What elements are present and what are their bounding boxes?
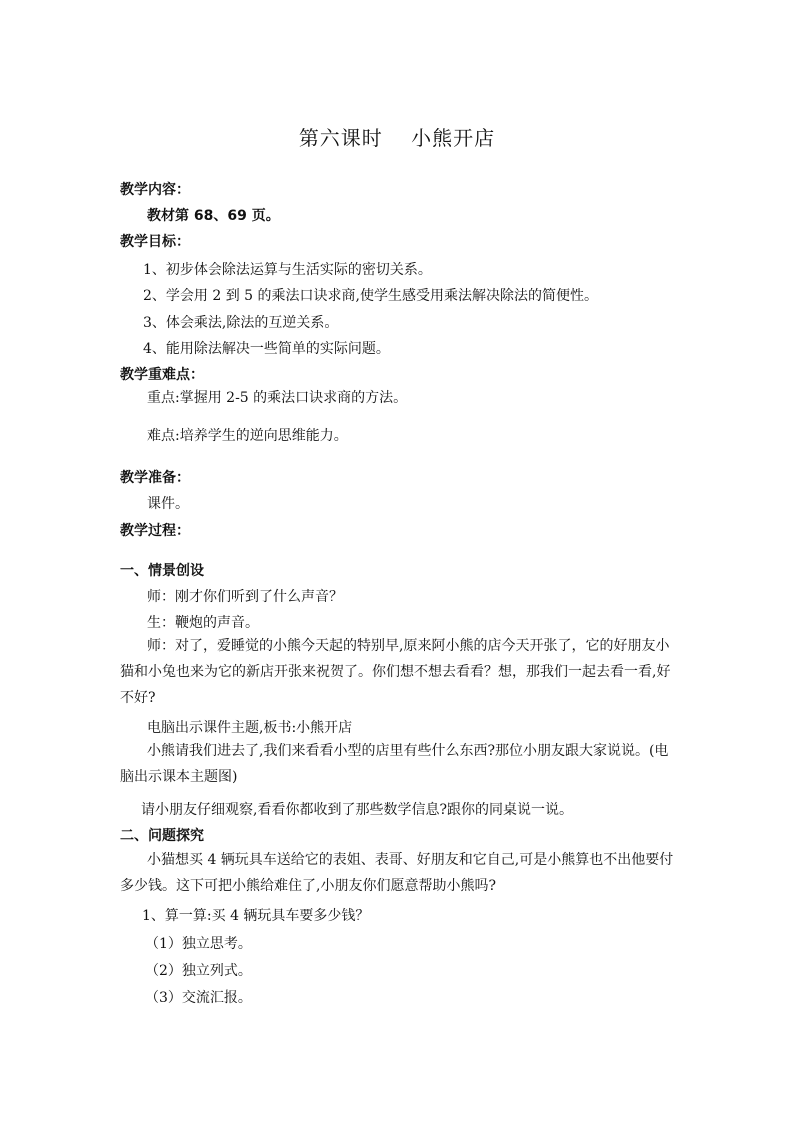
content-text: 教材第 68、69 页。 <box>147 208 280 224</box>
prep-heading: 教学准备： <box>120 470 190 486</box>
problem-paragraph: 小猫想买 4 辆玩具车送给它的表姐、表哥、好朋友和它自己,可是小熊算也不出他要付多少钱。这下可把小熊给难住了,小朋友你们愿意帮助小熊吗? <box>120 852 674 894</box>
page-title: 第六课时 小熊开店 <box>298 126 496 150</box>
dialog-paragraph: 师：对了，爱睡觉的小熊今天起的特别早,原来阿小熊的店今天开张了，它的好朋友小猫和小兔也来为它的新店开张来祝贺了。你们想不想去看看？想，那我们一起去看一看,好不好? <box>120 638 671 706</box>
prep-text: 课件。 <box>147 496 189 512</box>
invite-paragraph: 小熊请我们进去了,我们来看看小型的店里有些什么东西?那位小朋友跟大家说说。(电脑出示课本主题图) <box>120 743 669 785</box>
step-question: 1、算一算:买 4 辆玩具车要多少钱？ <box>142 908 370 924</box>
difficult-point: 难点:培养学生的逆向思维能力。 <box>147 428 348 444</box>
observe-line: 请小朋友仔细观察,看看你都收到了那些数学信息?跟你的同桌说一说。 <box>141 802 573 818</box>
key-heading: 教学重难点： <box>120 367 204 383</box>
goal-item: 3、体会乘法,除法的互逆关系。 <box>143 315 339 331</box>
content-heading: 教学内容： <box>120 182 190 198</box>
dialog-line: 师：刚才你们听到了什么声音？ <box>147 589 343 605</box>
step-item: （1）独立思考。 <box>145 936 252 952</box>
goals-heading: 教学目标： <box>120 234 190 250</box>
part2-heading: 二、问题探究 <box>120 828 204 844</box>
step-item: （3）交流汇报。 <box>145 990 252 1006</box>
process-heading: 教学过程： <box>120 523 190 539</box>
goal-item: 1、初步体会除法运算与生活实际的密切关系。 <box>143 262 432 278</box>
part1-heading: 一、情景创设 <box>120 563 204 579</box>
goal-item: 4、能用除法解决一些简单的实际问题。 <box>143 341 390 357</box>
step-item: （2）独立列式。 <box>145 963 252 979</box>
dialog-line: 生：鞭炮的声音。 <box>147 615 259 631</box>
key-point: 重点:掌握用 2-5 的乘法口诀求商的方法。 <box>147 390 408 406</box>
goal-item: 2、学会用 2 到 5 的乘法口诀求商,使学生感受用乘法解决除法的简便性。 <box>143 288 598 304</box>
board-note: 电脑出示课件主题,板书:小熊开店 <box>147 720 353 736</box>
